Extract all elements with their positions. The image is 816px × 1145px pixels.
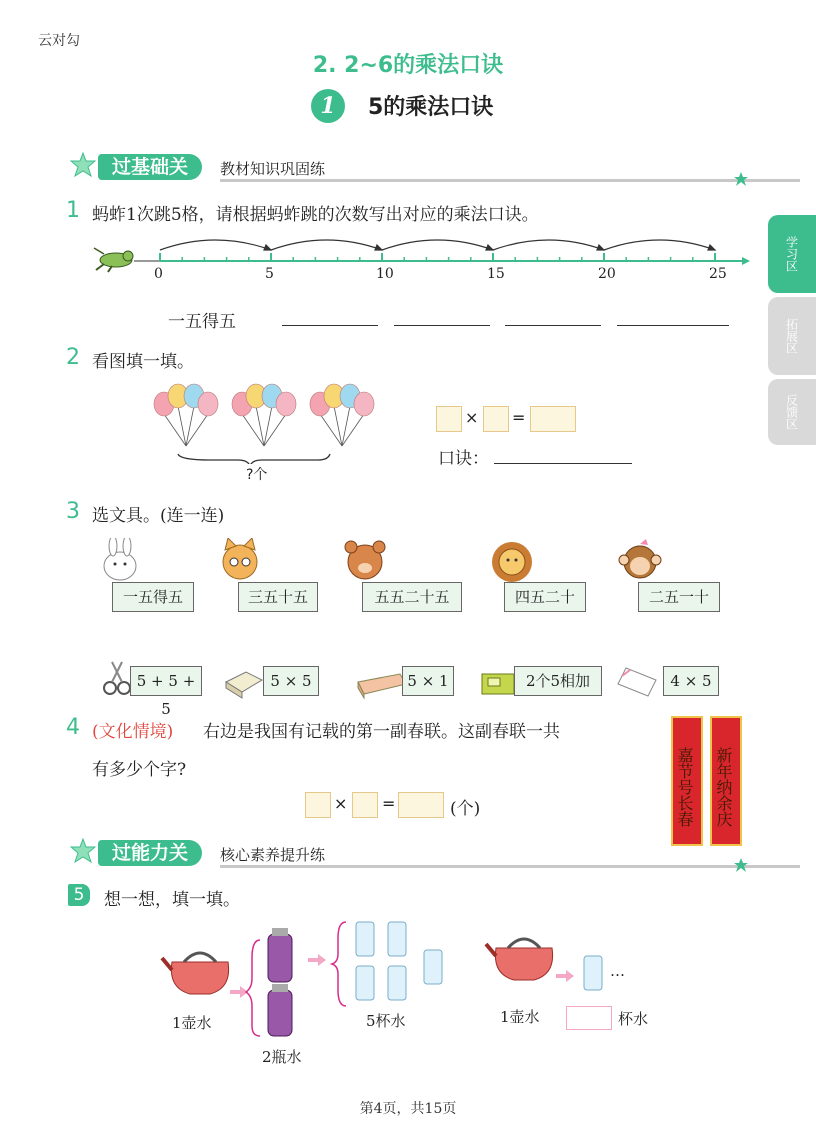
brand-name: 云对勾 [38,33,80,49]
section-label: 过基础关 [98,154,202,180]
arrow-icon [308,954,326,966]
section-banner-ability [70,838,750,868]
question-text: 想一想，填一填。 [104,890,240,910]
jump-arrowhead [597,245,604,250]
rhyme-blank[interactable] [494,462,632,464]
answer-blank-3[interactable] [505,324,601,326]
question-text: 选文具。(连一连) [92,506,225,526]
jump-arrowhead [375,245,382,250]
jump-arc [493,240,604,250]
arrow-icon [556,970,574,982]
question-text-continued: 有多少个字? [92,760,187,780]
bear-icon [345,541,385,579]
chapter-title: 2. 2~6的乘法口诀 [312,53,504,78]
equals-sign: = [382,794,396,813]
monkey-icon [619,539,661,578]
brace [178,454,330,464]
section-banner-basic [70,152,750,182]
answer-box[interactable] [566,1006,612,1030]
tick-label: 25 [709,266,727,282]
question-number: 1 [66,198,80,223]
item-card[interactable]: 4 × 5 [663,666,719,696]
question-number-badge: 5 [68,884,90,906]
jump-arc [160,240,271,250]
label-kettle: 1壶水 [172,1014,212,1032]
jump-arc [604,240,715,250]
page-footer: 第4页，共15页 [359,1101,457,1117]
cup-icon [584,956,602,990]
answer-box[interactable] [483,406,509,432]
animal-card[interactable]: 四五二十 [504,582,586,612]
tick-labels [150,266,750,286]
thermos-icon [268,928,292,982]
question-number: 3 [66,499,80,524]
question-number: 2 [66,345,80,370]
animal-card[interactable]: 五五二十五 [362,582,462,612]
pencil-case-icon [358,674,406,698]
brace-label: ?个 [246,467,268,483]
answer-blank-2[interactable] [394,324,490,326]
jump-arrowhead [264,245,271,250]
animal-row [100,538,720,584]
couplet-left: 嘉节号长春 [671,716,703,846]
label-cups: 5杯水 [366,1012,406,1030]
cups [356,922,442,1000]
item-card[interactable]: 2个5相加 [514,666,602,696]
section-rule [220,865,800,868]
label-kettle: 1壶水 [500,1008,540,1026]
grasshopper-icon [94,248,133,272]
section-subtitle: 核心素养提升练 [220,846,326,864]
jump-arc [271,240,382,250]
culture-tag: (文化情境) [92,722,174,742]
answer-box[interactable] [305,792,331,818]
tick-label: 0 [154,266,163,282]
jump-arrowhead [708,245,715,250]
rule-end-star-icon [734,858,748,872]
tab-feedback[interactable]: 反馈区 [768,379,816,445]
cat-icon [223,538,257,579]
animal-card[interactable]: 一五得五 [112,582,194,612]
label-cup-unit: 杯水 [618,1010,649,1028]
animal-card[interactable]: 三五十五 [238,582,318,612]
sharpener-icon [482,674,514,694]
answer-box[interactable] [398,792,444,818]
item-card[interactable]: 5 × 5 [263,666,319,696]
scissors-icon [104,662,130,694]
kettle-icon [486,939,553,980]
star-mascot-icon [70,838,96,864]
balloon-icon [198,392,218,416]
lesson-title: 5的乘法口诀 [368,95,494,120]
rabbit-icon [104,538,136,580]
notebook-icon [618,668,656,696]
question-text: 蚂蚱1次跳5格，请根据蚂蚱跳的次数写出对应的乘法口诀。 [92,205,539,225]
kettle-icon [162,953,229,994]
answer-blank-1[interactable] [282,324,378,326]
ellipsis: … [610,962,625,980]
tick-label: 10 [376,266,394,282]
rule-end-star-icon [734,172,748,186]
item-card[interactable]: 5 × 1 [402,666,454,696]
thermos-icon [268,984,292,1036]
jump-arrowhead [486,245,493,250]
balloon-icon [276,392,296,416]
jump-arc [382,240,493,250]
section-subtitle: 教材知识巩固练 [220,160,326,178]
answer-box[interactable] [436,406,462,432]
section-rule [220,179,800,182]
tick-label: 15 [487,266,505,282]
times-sign: × [334,794,348,813]
star-mascot-icon [70,152,96,178]
section-label: 过能力关 [98,840,202,866]
answer-first-rhyme: 一五得五 [168,312,236,332]
answer-blank-4[interactable] [617,324,729,326]
balloon-bunches [150,382,380,464]
tab-extend[interactable]: 拓展区 [768,297,816,375]
lesson-number-badge: 1 [311,89,345,123]
label-bottles: 2瓶水 [262,1048,302,1066]
answer-box[interactable] [352,792,378,818]
item-card[interactable]: 5 + 5 + 5 [130,666,202,696]
tick-label: 5 [265,266,274,282]
eraser-icon [226,672,262,698]
rhyme-label: 口诀： [438,449,489,469]
brace [332,922,346,1006]
equals-sign: = [512,408,526,427]
unit-label: (个) [450,799,481,819]
brace [246,940,260,1036]
answer-box[interactable] [530,406,576,432]
times-sign: × [465,408,479,427]
question-text: 看图填一填。 [92,352,194,372]
balloon-icon [354,392,374,416]
tab-study[interactable]: 学习区 [768,215,816,293]
lion-icon [492,542,532,582]
animal-card[interactable]: 二五一十 [638,582,720,612]
question-text: 右边是我国有记载的第一副春联。这副春联一共 [203,722,560,742]
question-number: 4 [66,715,80,740]
tick-label: 20 [598,266,616,282]
couplet-right: 新年纳余庆 [710,716,742,846]
